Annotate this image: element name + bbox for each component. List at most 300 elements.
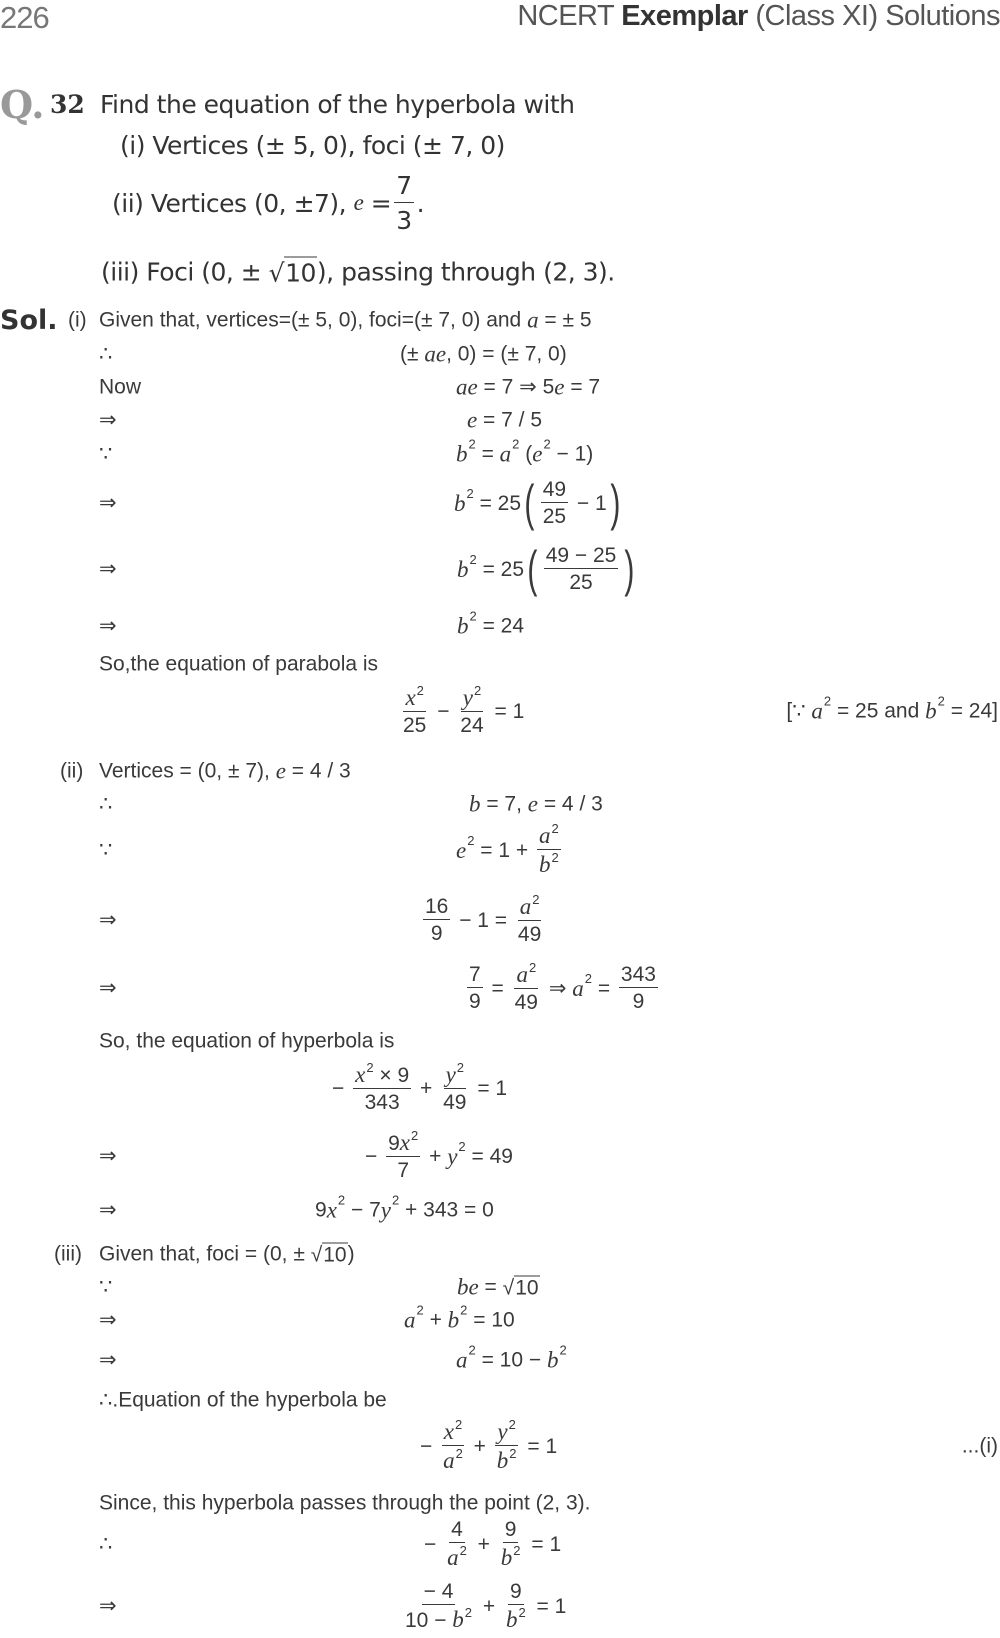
right-paren: ) (610, 475, 620, 531)
math-text: − (424, 1532, 443, 1556)
math-variable: x (355, 1062, 366, 1087)
math-text: ), passing through (2, 3). (316, 257, 615, 287)
math-text: 9 (504, 1518, 517, 1541)
math-text: 7 (397, 1159, 410, 1182)
math-text: [∵ (786, 699, 812, 723)
math-expression (99, 760, 351, 783)
step-symbol: ⇒ (99, 1144, 117, 1168)
fraction-numerator (353, 1060, 411, 1089)
math-superscript: 2 (466, 485, 474, 501)
step-symbol: ⇒ (99, 976, 117, 1000)
math-text: = 10 (467, 1308, 515, 1332)
step-symbol: ⇒ (99, 491, 117, 515)
math-variable: a (456, 1347, 468, 1373)
fraction-numerator (394, 171, 413, 203)
math-text: Since, this hyperbola passes through the point (2, 3). (99, 1491, 591, 1515)
math-variable: e (527, 791, 538, 817)
math-expression (420, 892, 546, 946)
math-text: + (477, 1594, 501, 1618)
math-variable: y (462, 685, 473, 710)
math-text: = (363, 188, 392, 218)
math-text: 49 (517, 923, 542, 946)
header-title-pre: NCERT (517, 0, 622, 32)
math-expression (99, 1243, 355, 1266)
math-expression (469, 793, 603, 816)
math-text: . (416, 188, 425, 218)
math-superscript: 2 (543, 436, 551, 452)
sqrt-sign: √ (268, 258, 285, 288)
math-text: + (414, 1076, 439, 1100)
math-fraction (441, 1060, 468, 1114)
math-variable: a (404, 1307, 416, 1333)
fraction-denominator (513, 989, 540, 1013)
left-paren: ( (524, 475, 535, 531)
math-fraction (403, 1581, 474, 1631)
fraction-numerator (423, 896, 450, 920)
math-variable: b (457, 613, 469, 639)
math-fraction (386, 1128, 420, 1182)
fraction-denominator (445, 1543, 469, 1569)
math-variable: y (445, 1062, 456, 1087)
math-text: − (420, 1434, 439, 1458)
fraction-numerator (541, 479, 568, 503)
math-text: = 24 (476, 614, 525, 638)
math-text: + (423, 1308, 448, 1332)
fraction-numerator (403, 683, 425, 712)
math-text: = (485, 976, 510, 1000)
math-superscript: 2 (455, 1446, 463, 1461)
math-variable: ae (456, 374, 478, 400)
math-superscript: 2 (458, 1138, 466, 1154)
fraction-denominator (631, 988, 647, 1012)
math-superscript: 2 (454, 1417, 463, 1432)
math-fraction (394, 171, 413, 235)
part-label: (ii) (60, 759, 84, 783)
math-variable: x (405, 685, 416, 710)
math-text: ∴.Equation of the hyperbola be (99, 1388, 387, 1412)
question-number: 32 (50, 90, 85, 119)
math-superscript: 2 (416, 683, 424, 698)
math-text: = 7, (480, 792, 528, 816)
math-text: 49 (542, 478, 567, 501)
math-fraction (504, 1581, 528, 1631)
math-superscript: 2 (411, 1128, 419, 1143)
step-symbol: ∵ (99, 1275, 113, 1299)
math-expression (457, 1276, 540, 1299)
math-text: − 7 (345, 1198, 381, 1222)
math-text: − 1 = (453, 908, 513, 932)
fraction-denominator (395, 1157, 411, 1181)
sqrt-sign: √ (310, 1243, 323, 1267)
math-text: = 7 ⇒ 5 (477, 375, 555, 399)
math-superscript: 2 (337, 1192, 346, 1208)
math-text: − (332, 1076, 351, 1100)
step-symbol: ⇒ (99, 1308, 117, 1332)
math-text: = 4 / 3 (538, 792, 603, 816)
math-fraction (619, 964, 658, 1012)
fraction-denominator (394, 203, 413, 235)
math-variable: b (456, 441, 468, 467)
step-symbol: Now (99, 375, 142, 399)
step-symbol: ⇒ (99, 557, 117, 581)
math-superscript: 2 (473, 683, 482, 698)
math-superscript: 2 (559, 1342, 567, 1358)
math-variable: b (469, 791, 481, 817)
math-text: × 9 (373, 1064, 410, 1087)
math-expression (365, 1128, 513, 1182)
step-symbol: ⇒ (99, 1348, 117, 1372)
step-symbol: ⇒ (99, 1198, 117, 1222)
math-text: − 1) (550, 442, 594, 466)
math-text: So,the equation of parabola is (99, 652, 379, 676)
math-text: (iii) Foci (0, ± (101, 257, 269, 287)
math-variable: a (519, 894, 532, 919)
math-sqrt (269, 257, 317, 288)
math-text: = 25 (476, 557, 525, 581)
math-text: 9 (315, 1198, 327, 1222)
math-text: − 1 (571, 491, 607, 515)
math-superscript: 2 (469, 551, 477, 567)
math-text: Given that, foci = (0, ± (99, 1242, 311, 1266)
math-text: = 49 (465, 1144, 513, 1168)
fraction-numerator (467, 964, 483, 988)
math-expression (99, 1031, 394, 1052)
math-text: ) (347, 1242, 355, 1266)
fraction-numerator (495, 1417, 517, 1446)
step-symbol: ∴ (99, 342, 113, 366)
math-text: = 1 (488, 699, 525, 723)
fraction-numerator (386, 1128, 420, 1157)
math-text: = 24] (944, 699, 998, 723)
math-text: , 0) = (± 7, 0) (446, 342, 567, 366)
fraction-numerator (514, 960, 538, 989)
math-expression (99, 1390, 387, 1411)
left-paren: ( (527, 541, 538, 597)
equation-note (962, 1436, 998, 1457)
math-superscript: 2 (518, 1605, 526, 1620)
math-text: = (478, 1275, 503, 1299)
math-text: 25 (403, 714, 427, 737)
math-text: So, the equation of hyperbola is (99, 1029, 395, 1053)
math-text: − 4 (423, 1580, 454, 1603)
math-variable: b (500, 1545, 513, 1570)
math-text: = 7 (564, 375, 601, 399)
part-label: (i) (68, 308, 87, 332)
math-variable: be (457, 1274, 479, 1300)
math-fraction (401, 683, 428, 737)
math-expression (420, 1417, 558, 1473)
math-variable: x (326, 1197, 337, 1223)
math-fraction (516, 892, 543, 946)
math-text: − (365, 1144, 384, 1168)
math-text: + (423, 1144, 448, 1168)
math-text: = 25 (473, 491, 522, 515)
fraction-denominator (458, 712, 485, 736)
question-part-ii (112, 171, 424, 235)
math-superscript: 2 (464, 1605, 473, 1620)
math-text: 3 (396, 206, 412, 235)
math-text: = (591, 976, 616, 1000)
math-superscript: 2 (551, 821, 559, 836)
header-title-post: (Class XI) Solutions (747, 0, 1000, 32)
math-text: 49 − 25 (545, 544, 617, 567)
math-variable: a (572, 975, 584, 1001)
math-superscript: 2 (532, 892, 540, 907)
fraction-denominator (401, 712, 428, 736)
math-superscript: 2 (469, 608, 477, 624)
math-text: + (471, 1532, 496, 1556)
math-fraction (541, 479, 568, 527)
fraction-denominator (467, 988, 483, 1012)
math-variable: a (539, 823, 551, 848)
step-symbol: ∵ (99, 442, 113, 466)
fraction-numerator (537, 821, 561, 850)
fraction-denominator (499, 1543, 523, 1569)
fraction-denominator (516, 921, 543, 945)
math-variable: b (457, 556, 469, 582)
fraction-denominator (441, 1089, 468, 1113)
part-label: (iii) (54, 1242, 82, 1266)
math-variable: ae (424, 341, 447, 367)
fraction-denominator (537, 850, 561, 876)
math-expression (456, 376, 600, 399)
math-text: = (475, 442, 500, 466)
step-symbol: ⇒ (99, 614, 117, 638)
math-fraction (445, 1519, 469, 1569)
question-part-i: (i) Vertices (± 5, 0), foci (± 7, 0) (120, 131, 505, 160)
math-variable: x (443, 1419, 454, 1444)
math-fraction (353, 1060, 411, 1114)
math-superscript: 2 (366, 1060, 374, 1075)
math-expression (424, 1519, 561, 1569)
math-text: 343 (620, 963, 656, 986)
math-fraction (513, 960, 540, 1014)
math-expression (457, 541, 638, 597)
math-text: 9 (469, 990, 481, 1013)
math-variable: e (456, 837, 467, 863)
math-superscript: 2 (584, 970, 592, 986)
math-text: + 343 = 0 (399, 1198, 494, 1222)
fraction-denominator (541, 503, 568, 527)
step-symbol: ⇒ (99, 1594, 117, 1618)
math-variable: e (353, 190, 364, 215)
math-variable: e (532, 441, 543, 467)
solution-label: Sol. (0, 305, 58, 336)
fraction-denominator (495, 1446, 519, 1472)
step-symbol: ⇒ (99, 908, 117, 932)
math-variable: a (447, 1545, 459, 1570)
step-symbol: ⇒ (99, 408, 117, 432)
math-text: + (467, 1434, 492, 1458)
math-variable: b (496, 1448, 509, 1473)
math-sqrt (503, 1276, 540, 1299)
step-symbol: ∴ (99, 1532, 113, 1556)
fraction-denominator (504, 1605, 528, 1631)
math-text: = 7 / 5 (477, 408, 543, 432)
math-text: 7 (469, 963, 481, 986)
math-superscript: 2 (528, 960, 537, 975)
math-expression (400, 1581, 566, 1631)
math-text: (± (400, 342, 425, 366)
math-text: (ii) Vertices (0, ±7), (112, 188, 354, 218)
math-text: ...(i) (961, 1434, 998, 1458)
math-superscript: 2 (468, 436, 476, 452)
math-superscript: 2 (467, 832, 475, 848)
math-superscript: 2 (551, 850, 559, 865)
math-variable: b (454, 490, 466, 516)
math-superscript: 2 (937, 693, 945, 709)
math-expression (332, 1060, 508, 1114)
math-variable: e (275, 758, 286, 784)
math-variable: a (516, 962, 528, 987)
math-text: = 1 + (474, 838, 534, 862)
math-fraction (544, 545, 619, 593)
math-expression (315, 1192, 494, 1223)
math-superscript: 2 (416, 1302, 424, 1318)
math-expression (457, 608, 525, 639)
header-title-bold: Exemplar (621, 0, 748, 32)
math-text: − (431, 699, 456, 723)
math-superscript: 2 (459, 1543, 467, 1558)
math-text: Given that, vertices=(± 5, 0), foci=(± 7, 0) and (99, 308, 528, 332)
math-text: = 1 (471, 1076, 508, 1100)
math-variable: b (452, 1607, 464, 1632)
math-expression (404, 1302, 515, 1333)
math-expression (99, 654, 378, 675)
sqrt-radicand: 10 (285, 258, 316, 288)
right-paren: ) (624, 541, 635, 597)
math-variable: b (447, 1307, 460, 1333)
math-fraction (499, 1519, 523, 1569)
sqrt-radicand: 10 (515, 1276, 539, 1300)
math-sqrt (311, 1243, 348, 1266)
page-number: 226 (0, 0, 49, 35)
math-expression (454, 475, 623, 531)
math-expression (456, 1342, 567, 1373)
fraction-numerator (461, 683, 483, 712)
fraction-numerator (544, 545, 619, 569)
math-fraction (495, 1417, 519, 1473)
math-text: 16 (425, 895, 449, 918)
math-variable: y (447, 1143, 458, 1169)
math-text: 9 (388, 1132, 400, 1155)
sqrt-sign: √ (502, 1276, 515, 1300)
fraction-denominator (441, 1446, 465, 1472)
math-superscript: 2 (456, 1060, 465, 1075)
math-superscript: 2 (513, 1543, 521, 1558)
math-expression (456, 436, 594, 467)
equation-note (786, 693, 998, 724)
math-text: ⇒ (542, 976, 573, 1000)
fraction-numerator (508, 1581, 524, 1605)
math-superscript: 2 (823, 693, 832, 709)
fraction-denominator (403, 1605, 474, 1631)
math-variable: x (399, 1130, 411, 1155)
math-text: 4 (451, 1518, 463, 1541)
math-expression (400, 343, 567, 366)
fraction-numerator (619, 964, 658, 988)
math-fraction (537, 821, 561, 877)
math-superscript: 2 (460, 1302, 468, 1318)
math-text: 25 (542, 505, 567, 528)
math-text: = 1 (521, 1434, 558, 1458)
fraction-numerator (422, 1581, 456, 1605)
math-text: 7 (396, 171, 412, 200)
fraction-numerator (503, 1519, 519, 1543)
math-text: = 1 (525, 1532, 562, 1556)
math-text: 10 − (405, 1609, 453, 1632)
math-expression (398, 683, 525, 737)
math-variable: y (497, 1419, 508, 1444)
math-text: = ± 5 (538, 308, 592, 332)
math-fraction (458, 683, 485, 737)
math-text: 9 (430, 922, 443, 945)
math-fraction (441, 1417, 465, 1473)
math-superscript: 2 (468, 1342, 476, 1358)
step-symbol: ∵ (99, 838, 113, 862)
math-text: 9 (632, 990, 645, 1013)
math-text: ( (519, 442, 533, 466)
fraction-numerator (442, 1417, 464, 1446)
math-superscript: 2 (391, 1192, 400, 1208)
math-variable: a (811, 698, 823, 724)
math-text: = 1 (530, 1594, 567, 1618)
math-superscript: 2 (508, 1417, 516, 1432)
math-superscript: 2 (512, 436, 520, 452)
math-text: 49 (443, 1091, 467, 1114)
math-text: 24 (460, 714, 484, 737)
fraction-numerator (518, 892, 542, 921)
math-expression (464, 960, 661, 1014)
math-variable: b (539, 852, 551, 877)
question-part-iii (101, 257, 615, 288)
math-expression (99, 1493, 590, 1514)
fraction-numerator (444, 1060, 466, 1089)
math-text: 25 (569, 571, 593, 594)
math-variable: a (499, 441, 512, 467)
math-text: 343 (364, 1091, 400, 1114)
question-letter: Q. (0, 82, 45, 127)
math-variable: b (925, 698, 937, 724)
running-header (517, 0, 1000, 33)
math-text: = 10 − (475, 1348, 547, 1372)
sqrt-radicand: 10 (323, 1243, 347, 1267)
step-symbol: ∴ (99, 792, 113, 816)
math-text: Vertices = (0, ± 7), (99, 759, 276, 783)
math-variable: y (380, 1197, 391, 1223)
fraction-denominator (567, 569, 594, 593)
fraction-numerator (449, 1519, 465, 1543)
math-expression (456, 821, 564, 877)
math-variable: a (443, 1448, 455, 1473)
question-intro: Find the equation of the hyperbola with (100, 90, 575, 119)
math-text: = 25 and (831, 699, 926, 723)
math-text: 49 (514, 991, 538, 1014)
math-expression (467, 409, 542, 432)
math-expression (99, 309, 592, 332)
math-variable: b (505, 1607, 518, 1632)
fraction-denominator (429, 920, 445, 944)
math-fraction (423, 896, 450, 944)
fraction-denominator (363, 1089, 402, 1113)
math-superscript: 2 (509, 1446, 517, 1461)
math-text: = 4 / 3 (285, 759, 351, 783)
math-fraction (467, 964, 483, 1012)
math-variable: b (546, 1347, 559, 1373)
math-text: 9 (509, 1580, 522, 1603)
math-variable: e (554, 374, 565, 400)
math-variable: a (527, 307, 539, 333)
